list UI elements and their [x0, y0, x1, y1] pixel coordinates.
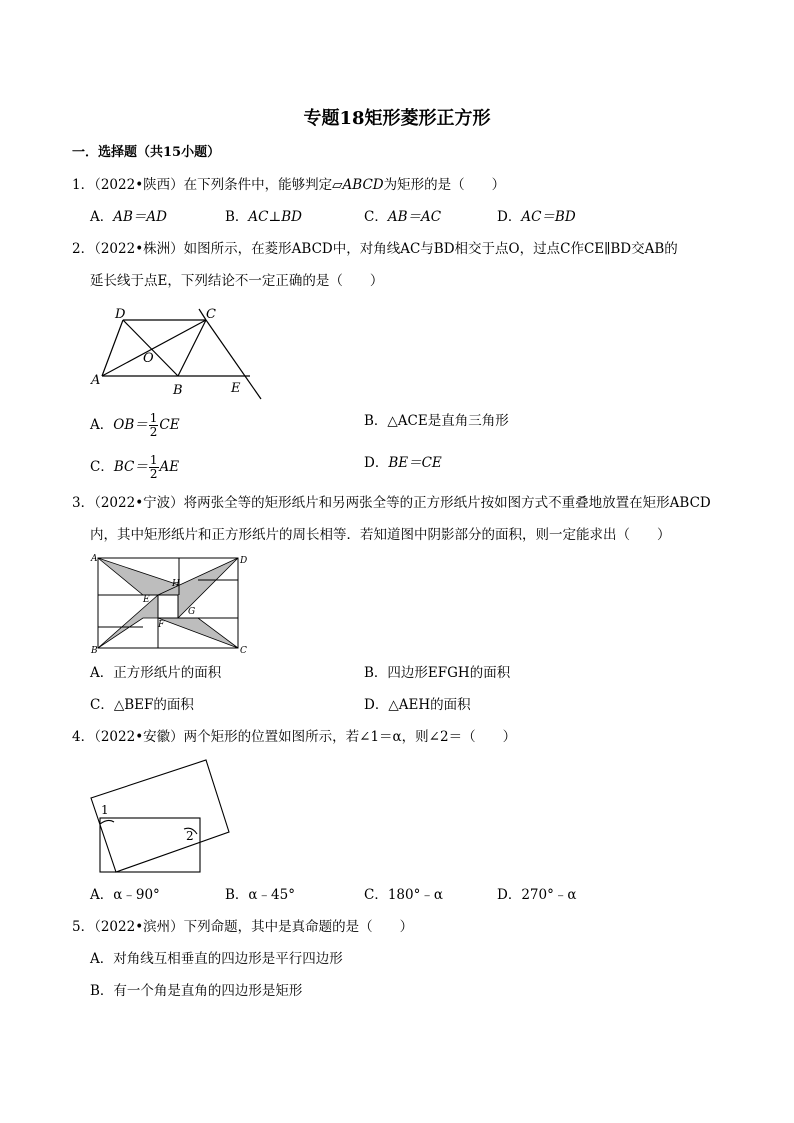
q1-option-c[interactable]	[364, 208, 441, 226]
option-letter: B．	[90, 983, 114, 999]
option-text: α﹣90°	[113, 887, 160, 903]
fraction	[149, 454, 159, 481]
option-letter: B．	[225, 209, 249, 225]
q2-option-b[interactable]	[364, 412, 509, 430]
option-text: α﹣45°	[248, 887, 295, 903]
label-A: A	[91, 554, 98, 564]
option-text: △AEH的面积	[388, 697, 471, 713]
label-B: B	[91, 646, 98, 656]
q1-stem-a: 1．（2022•陕西）在下列条件中，能够判定	[72, 177, 333, 193]
q3-stem-line2: 内，其中矩形纸片和正方形纸片的周长相等．若知道图中阴影部分的面积，则一定能求出（ ）	[90, 527, 671, 543]
q5-option-b[interactable]	[90, 982, 302, 1000]
option-letter: B．	[225, 887, 249, 903]
q1-stem	[72, 176, 505, 194]
label-E: E	[143, 595, 150, 605]
q1-option-b[interactable]	[225, 208, 302, 226]
fraction	[149, 412, 159, 439]
q3-stem-line1: 3．（2022•宁波）将两张全等的矩形纸片和另两张全等的正方形纸片按如图方式不重叠地放置在矩形ABCD	[72, 495, 711, 511]
label-O: O	[143, 351, 154, 366]
option-text: BE＝CE	[388, 455, 442, 471]
option-text: CE	[159, 417, 180, 433]
option-text: BC＝	[113, 459, 148, 475]
option-letter: A．	[90, 887, 114, 903]
q1-option-d[interactable]	[497, 208, 576, 226]
option-letter: C．	[364, 209, 388, 225]
q1-stem-par: ▱ABCD	[332, 177, 384, 193]
option-text: 对角线互相垂直的四边形是平行四边形	[113, 951, 343, 967]
label-D: D	[115, 307, 126, 322]
q5-option-a[interactable]	[90, 950, 343, 968]
option-text: AB＝AC	[387, 209, 442, 225]
option-text: 180°﹣α	[387, 887, 443, 903]
label-G: G	[188, 607, 196, 617]
option-text: AC＝BD	[521, 209, 576, 225]
section-heading: 一．选择题（共15小题）	[72, 145, 221, 160]
option-letter: A．	[90, 417, 114, 433]
option-letter: B．	[364, 413, 388, 429]
label-D: D	[240, 556, 248, 566]
q2-option-c[interactable]	[90, 454, 179, 481]
label-A: A	[91, 373, 101, 388]
option-letter: A．	[90, 665, 114, 681]
option-text: AC⊥BD	[248, 209, 302, 225]
label-E: E	[231, 381, 241, 396]
label-B: B	[173, 383, 183, 398]
option-text: 正方形纸片的面积	[113, 665, 222, 681]
q3-option-d[interactable]	[364, 696, 471, 714]
q4-option-c[interactable]	[364, 886, 443, 904]
option-letter: C．	[90, 697, 114, 713]
q2-option-a[interactable]	[90, 412, 180, 439]
q4-rectangles-figure	[88, 754, 250, 876]
label-C: C	[240, 646, 247, 656]
fraction-numerator: 1	[149, 411, 158, 425]
page-title: 专题18矩形菱形正方形	[303, 108, 491, 129]
option-text: AE	[159, 459, 180, 475]
option-letter: D．	[364, 455, 389, 471]
option-text: 四边形EFGH的面积	[387, 665, 511, 681]
q4-option-a[interactable]	[90, 886, 160, 904]
q2-option-d[interactable]	[364, 454, 442, 472]
label-angle-2: 2	[186, 829, 194, 843]
q3-rectangle-figure	[88, 552, 252, 656]
q4-stem: 4．（2022•安徽）两个矩形的位置如图所示，若∠1＝α，则∠2＝（ ）	[72, 729, 517, 745]
option-text: △ACE是直角三角形	[387, 413, 509, 429]
q4-option-b[interactable]	[225, 886, 295, 904]
option-letter: B．	[364, 665, 388, 681]
q2-stem-line1: 2．（2022•株洲）如图所示，在菱形ABCD中，对角线AC与BD相交于点O，过点C作CE∥BD交AB的	[72, 241, 678, 257]
fraction-denominator: 2	[149, 425, 158, 439]
option-letter: D．	[497, 887, 522, 903]
option-letter: C．	[90, 459, 114, 475]
fraction-denominator: 2	[149, 467, 158, 481]
option-letter: A．	[90, 209, 114, 225]
q2-rhombus-figure	[88, 300, 268, 402]
q1-option-a[interactable]	[90, 208, 167, 226]
option-text: OB＝	[113, 417, 148, 433]
label-H: H	[172, 579, 180, 589]
fraction-numerator: 1	[149, 453, 158, 467]
option-text: AB＝AD	[113, 209, 167, 225]
option-text: △BEF的面积	[113, 697, 194, 713]
option-letter: D．	[364, 697, 389, 713]
option-text: 270°﹣α	[521, 887, 577, 903]
label-C: C	[206, 307, 216, 322]
q3-option-a[interactable]	[90, 664, 221, 682]
q4-option-d[interactable]	[497, 886, 576, 904]
option-text: 有一个角是直角的四边形是矩形	[113, 983, 303, 999]
q3-option-c[interactable]	[90, 696, 194, 714]
label-F: F	[158, 620, 165, 630]
q5-stem: 5．（2022•滨州）下列命题，其中是真命题的是（ ）	[72, 919, 414, 935]
option-letter: C．	[364, 887, 388, 903]
q3-option-b[interactable]	[364, 664, 510, 682]
q1-stem-b: 为矩形的是（ ）	[383, 177, 506, 193]
option-letter: A．	[90, 951, 114, 967]
option-letter: D．	[497, 209, 522, 225]
q2-stem-line2: 延长线于点E，下列结论不一定正确的是（ ）	[90, 273, 384, 289]
label-angle-1: 1	[101, 803, 109, 817]
